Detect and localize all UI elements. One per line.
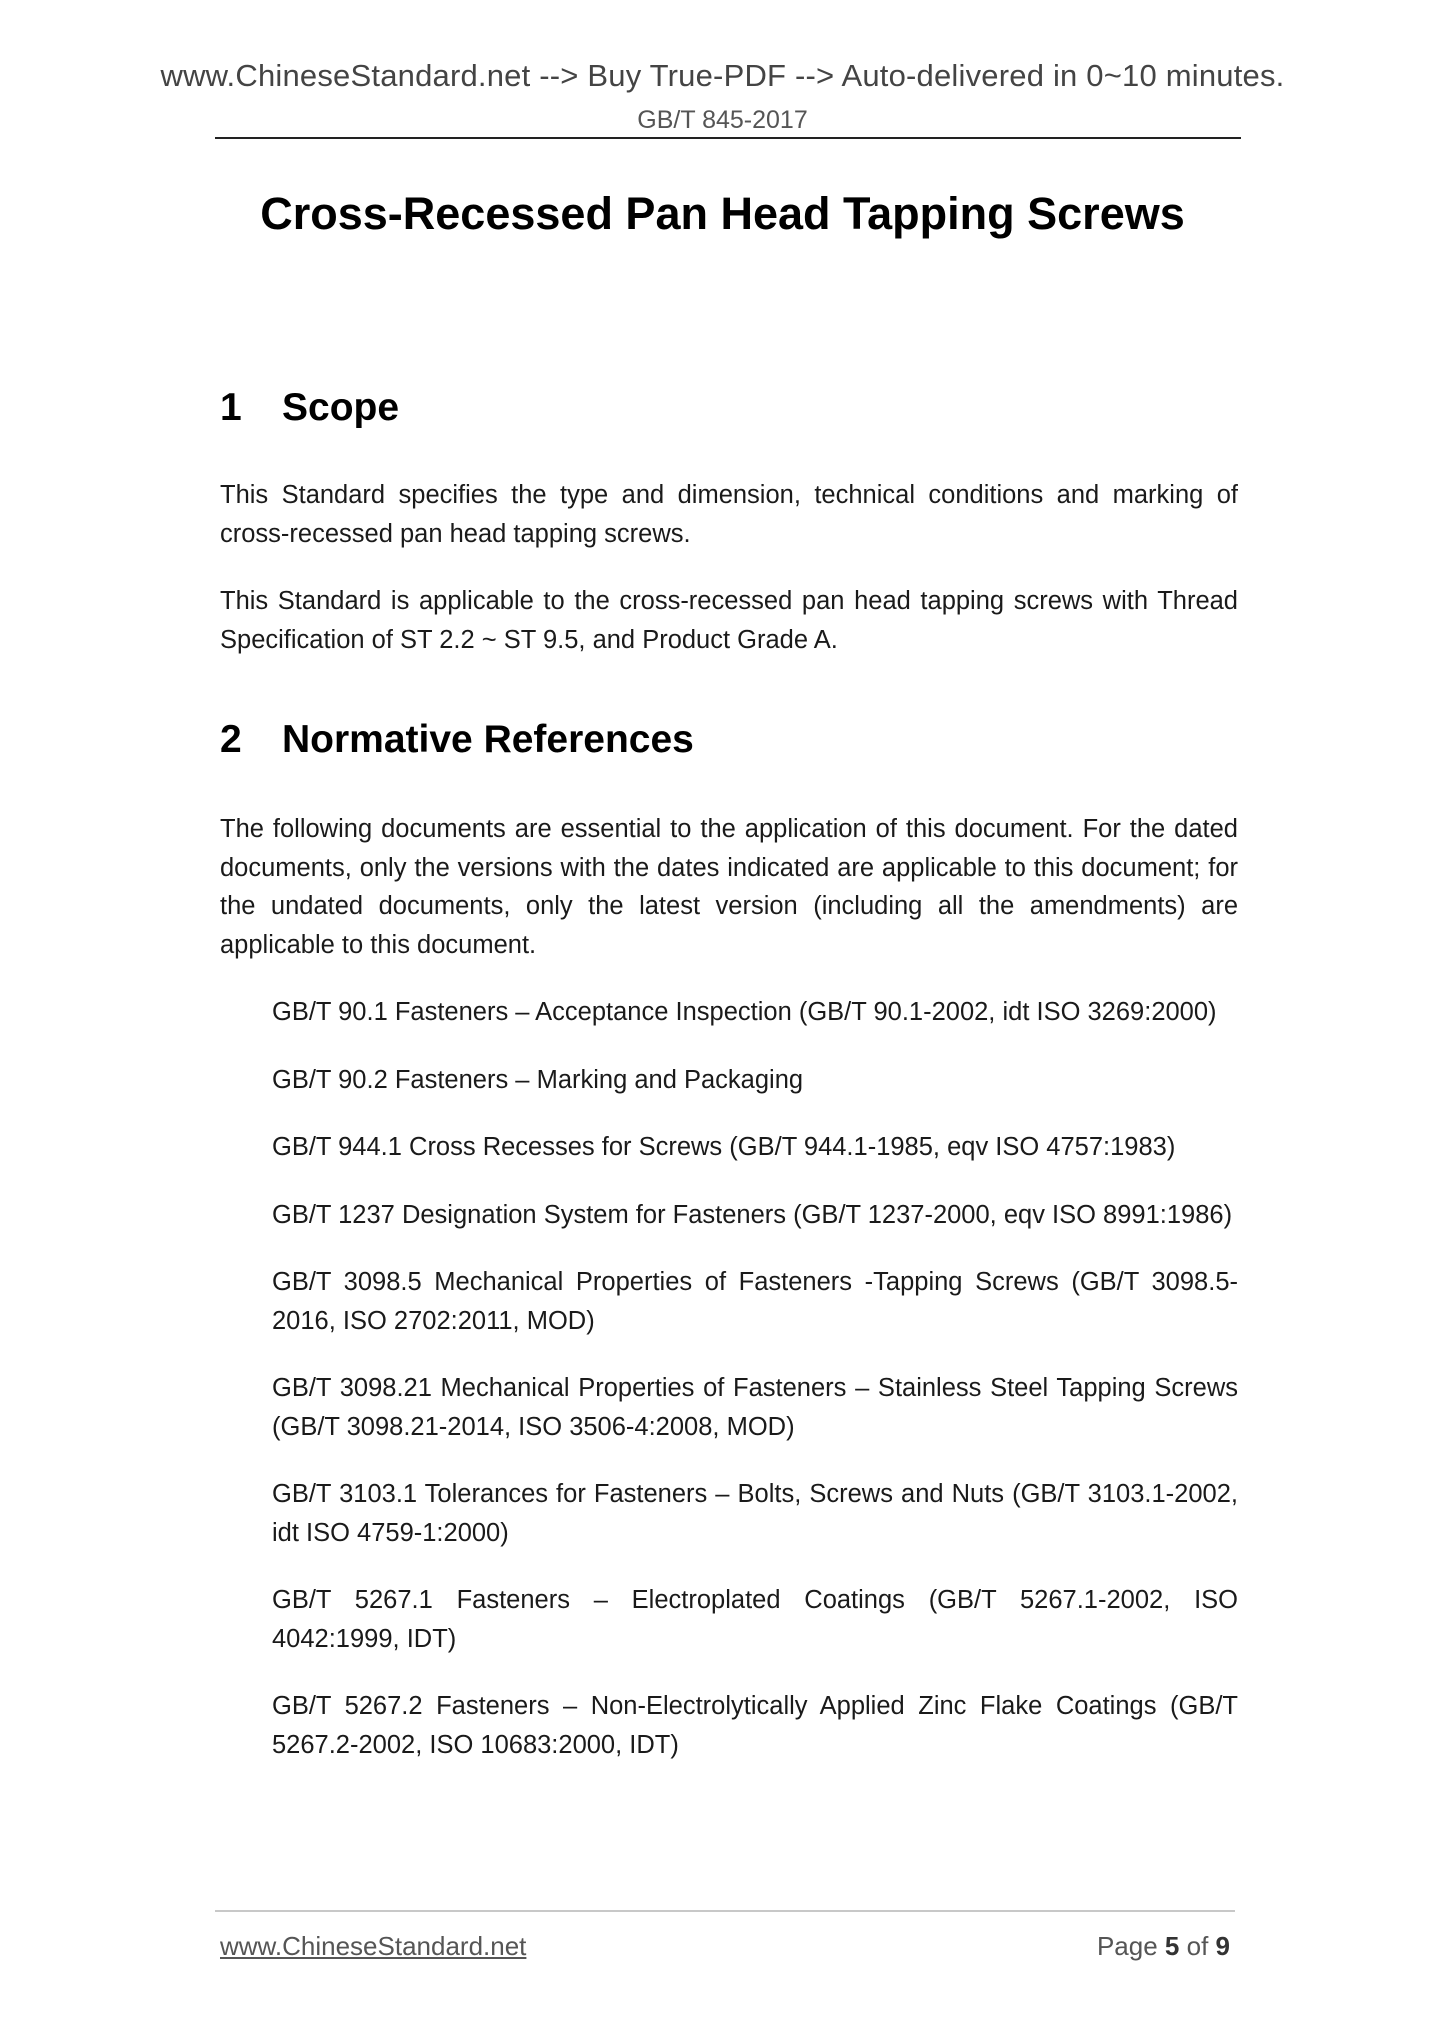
section-heading-normative-references bbox=[220, 718, 1238, 762]
reference-item: GB/T 90.1 Fasteners – Acceptance Inspection (GB/T 90.1-2002, idt ISO 3269:2000) bbox=[272, 998, 1217, 1026]
scope-paragraph-2-block bbox=[220, 582, 1238, 659]
page-of: of bbox=[1186, 1931, 1209, 1961]
reference-item: GB/T 3103.1 Tolerances for Fasteners – Bolts, Screws and Nuts (GB/T 3103.1-2002, idt ISO 4759-1:2000) bbox=[272, 1480, 1238, 1547]
section-title: Normative References bbox=[282, 718, 694, 761]
section-number: 2 bbox=[220, 718, 242, 761]
scope-paragraph: This Standard specifies the type and dimension, technical conditions and marking of cross-recessed pan head tapping screws. bbox=[220, 481, 1238, 548]
reference-item: GB/T 944.1 Cross Recesses for Screws (GB/T 944.1-1985, eqv ISO 4757:1983) bbox=[272, 1133, 1176, 1161]
reference-item: GB/T 5267.1 Fasteners – Electroplated Coatings (GB/T 5267.1-2002, ISO 4042:1999, IDT) bbox=[272, 1586, 1238, 1653]
page-current: 5 bbox=[1164, 1931, 1180, 1961]
header-banner: www.ChineseStandard.net --> Buy True-PDF --> Auto-delivered in 0~10 minutes. bbox=[160, 58, 1285, 93]
section-number: 1 bbox=[220, 386, 242, 429]
reference-item: GB/T 3098.21 Mechanical Properties of Fasteners – Stainless Steel Tapping Screws (GB/T 3098.21-2014, ISO 3506-4:2008, MOD) bbox=[272, 1374, 1238, 1441]
references-intro-block bbox=[220, 810, 1238, 964]
page-total: 9 bbox=[1215, 1931, 1230, 1961]
section-title: Scope bbox=[282, 386, 400, 429]
header-divider bbox=[215, 137, 1241, 139]
references-intro-paragraph: The following documents are essential to the application of this document. For the dated documents, only the versions with the dates indicated are applicable to this document; for the undated documents, only the latest version (including all the amendments) are applicable to this document. bbox=[220, 815, 1238, 959]
section-heading-scope bbox=[220, 386, 1238, 430]
standard-code: GB/T 845-2017 bbox=[637, 106, 808, 134]
scope-paragraph-1-block bbox=[220, 476, 1238, 553]
section-2-heading-block bbox=[220, 718, 1238, 762]
reference-item: GB/T 90.2 Fasteners – Marking and Packaging bbox=[272, 1065, 804, 1094]
footer-website-link[interactable]: www.ChineseStandard.net bbox=[220, 1931, 527, 1961]
document-title: Cross-Recessed Pan Head Tapping Screws bbox=[260, 188, 1185, 239]
scope-paragraph: This Standard is applicable to the cross-recessed pan head tapping screws with Thread Specification of ST 2.2 ~ ST 9.5, and Product Grade A. bbox=[220, 587, 1238, 654]
page-indicator bbox=[1097, 1931, 1230, 1962]
reference-item: GB/T 3098.5 Mechanical Properties of Fasteners -Tapping Screws (GB/T 3098.5-2016, ISO 2702:2011, MOD) bbox=[272, 1268, 1238, 1335]
page-prefix: Page bbox=[1096, 1931, 1158, 1961]
footer-divider bbox=[215, 1910, 1235, 1912]
reference-item: GB/T 1237 Designation System for Fasteners (GB/T 1237-2000, eqv ISO 8991:1986) bbox=[272, 1200, 1233, 1229]
reference-item: GB/T 5267.2 Fasteners – Non-Electrolytically Applied Zinc Flake Coatings (GB/T 5267.2-2002, ISO 10683:2000, IDT) bbox=[272, 1692, 1238, 1759]
normative-references-list bbox=[272, 993, 1238, 1793]
section-1-heading-block bbox=[220, 386, 1238, 430]
